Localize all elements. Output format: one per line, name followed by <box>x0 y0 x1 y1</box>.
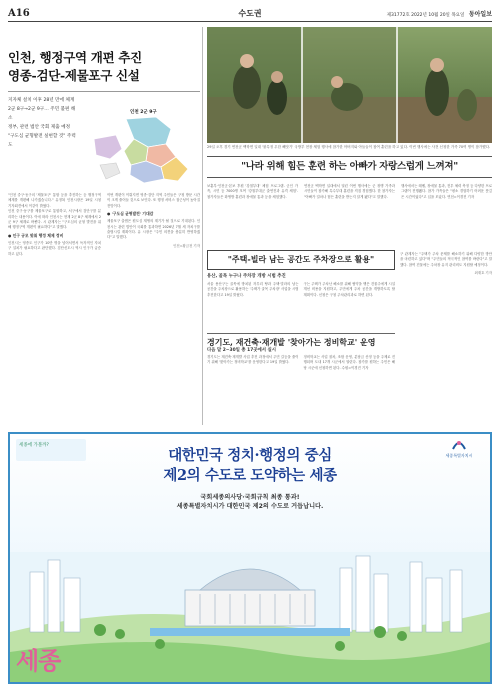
incheon-district-map <box>86 109 198 189</box>
sub-headline-1: 지자체 설치 이후 28년 만에 체계 <box>8 98 75 103</box>
section-title: 수도권 <box>238 9 262 18</box>
ad-brand-logo: 세종 <box>16 647 61 675</box>
mid-heading: ● 인구 규모 맞춰 행정 체제 정비 <box>8 232 64 238</box>
map-graphic <box>86 109 198 189</box>
sub-headline-3: 정부, 관련 법안 국회 제출 예정 <box>8 125 71 130</box>
gyeonggi-headline: 경기도, 재건축·재개발 '찾아가는 정비학교' 운영 <box>207 333 395 348</box>
paragraph: 연천군 백학면 일대에서 열린 이번 행사에는 군 장병 가족과 시민들이 참가해 특수부대 훈련을 직접 경험했다. 한 참가자는 "아빠가 얼마나 힘든 훈련을 받는지 알게 됐다"고 말했다. <box>304 184 395 199</box>
column-divider <box>202 27 203 425</box>
gyeonggi-subheadline: 다음 달 2~30일 총 17곳에서 실시 <box>207 348 277 353</box>
paper-name: 동아일보 <box>468 11 492 18</box>
parking-article-body <box>207 282 395 298</box>
paragraph: 행사에서는 레펠, 장애물 통과, 전투 체력 측정 등 다양한 프로그램이 진행됐다. 참가 가족들은 "평소 경험하기 어려운 뜻깊은 시간이었다"고 입을 모았다. 연천=이경진 기자 <box>401 184 492 199</box>
photo-caption: 29일 오후 경기 연천군 백학면 일대 '불특정 무한 빼앗기' 국방부 현장 체험 행사에 참가한 아버지와 아들들이 참여 훈련을 하고 있다. 이번 행사에는 사전 신청한 가족 70여 명이 참가했다. <box>207 145 491 149</box>
side-article <box>400 252 492 275</box>
paragraph: 구 관계자는 "주택가 주차 문제를 해소하기 위해 다양한 방안을 마련하고 있다"며 "주민들의 적극적인 참여를 바란다"고 말했다. 참여 건물에는 주차장 유지 관리비도 지원할 예정이다. <box>400 252 492 267</box>
paragraph: 이번 개편이 이뤄지면 영종·검단 지역 주민들은 구청 방문 시간이 크게 줄어들 것으로 보인다. 또 행정 서비스 접근성이 높아질 전망이다. <box>107 193 200 208</box>
parking-headline: "주택-빌라 남는 공간도 주차장으로 활용" <box>207 250 395 270</box>
ad-line-1: 국회세종의사당·국회규칙 최종 통과! <box>200 494 300 501</box>
ad-logo-right-text: 세종특별자치시 <box>445 453 473 458</box>
sub-headline-4: "구도심 균형발전 실현할 것" 주력도 <box>8 134 76 148</box>
headline-line-2: 영종-검단-제물포구 신설 <box>8 68 140 83</box>
paragraph: 인천시는 영종도 인구가 10만 명을 넘어서면서 독자적인 자치구 설치가 필요하다고 판단했다. 검단신도시 역시 인구가 급증하고 있다. <box>8 240 101 256</box>
parking-subheadline: 용산, 골목 누구나 주차장 개방 시범 추진 <box>207 274 286 279</box>
paragraph: 제물포구 출범은 원도심 재생의 계기가 될 것으로 기대된다. 인천시는 관련 법안이 국회를 통과하면 2026년 7월 새 자치구를 출범시킬 계획이다. 유 시장은 "주민 의견을 충분히 반영하겠다"고 말했다. <box>107 219 200 240</box>
gyeonggi-article-body <box>207 355 395 371</box>
headline-line-1: 인천, 행정구역 개편 추진 <box>8 50 142 65</box>
ad-logo-left: 세종에 가볼까? <box>16 439 86 461</box>
issue-date: 제31772호 2022년 10월 20일 목요일 <box>386 13 465 18</box>
byline: 인천=황금천 기자 <box>173 243 200 248</box>
training-headline: "나라 위해 힘든 훈련 하는 아빠가 자랑스럽게 느껴져" <box>207 156 492 178</box>
paragraph: 정비학교는 사업 절차, 조합 운영, 분담금 산정 등을 주제로 진행되며 도내 17개 시군에서 열린다. 참가를 원하는 주민은 해당 시군에 신청하면 된다. 수원=이경진 기자 <box>303 355 395 370</box>
mid-heading: ● '구도심 균형발전' 기대감 <box>107 211 154 217</box>
city-scene-illustration <box>10 512 490 682</box>
paragraph: 인천 중구·동구를 제물포구로 통합하고, 서구에서 검단구를 분리하는 내용이다. 이에 따라 인천시는 현재 2군 8구 체계에서 2군 9구 체계로 바뀐다. 시 관계자는 "구도심의 균형 발전을 위해 행정구역 개편이 필요하다"고 말했다. <box>8 209 101 230</box>
map-caption: 인천 2군 9구 <box>130 110 157 115</box>
page-number: A16 <box>8 8 30 19</box>
paragraph: 경기도는 재건축·재개발 사업 추진 과정에서 주민 갈등을 줄이기 위해 '찾아가는 정비학교'를 운영한다고 19일 밝혔다. <box>207 355 299 365</box>
sub-headline-2: 2군 8구→2군 9구… 주민 불편 해소 <box>8 107 76 121</box>
paragraph: 구는 주택가 주차난 해소를 위해 협약을 맺은 건물주에게 시설 개선 비용을 지원하고, 주민에게 주차 공간을 개방하도록 할 계획이다. 신청은 구청 주차관리과로 하면 된다. <box>303 282 395 297</box>
paragraph: 보훈부·인천군·본보 후원 '강철부대' 체험 프로그램. 군인 가족, 시민 등 7000명 모여 '강철부대군 출연진과 유격 체험'. 참가자들은 화생방 훈련과 장애물 통과 등을 체험했다. <box>207 184 298 199</box>
paragraph: 서울 용산구는 골목에 방치된 자투리 땅과 주택·빌라의 남는 공간을 주차장으로 활용하는 '주택가 골목 주차장' 사업을 시범 추진한다고 19일 밝혔다. <box>207 282 299 297</box>
ad-headline-1: 대한민국 정치·행정의 중심 <box>168 447 332 464</box>
training-photo <box>207 27 492 143</box>
article-body <box>8 193 200 257</box>
byline: 최재호 기자 <box>474 271 492 276</box>
incheon-article <box>8 27 200 427</box>
paragraph: "인천 중구·동구의 '제물포구' 통합 등을 추진하는 등 행정구역 체계를 개편해 나가겠습니다." 유정복 인천시장은 19일 시청 기자회견에서 이같이 밝혔다. <box>8 193 101 208</box>
ad-line-2: 세종특별자치시가 대한민국 제2의 수도로 거듭납니다. <box>176 503 324 510</box>
sejong-advertisement <box>8 432 492 684</box>
page-header <box>8 6 492 22</box>
ad-headline-2: 제2의 수도로 도약하는 세종 <box>163 467 337 484</box>
training-article-body <box>207 184 492 200</box>
